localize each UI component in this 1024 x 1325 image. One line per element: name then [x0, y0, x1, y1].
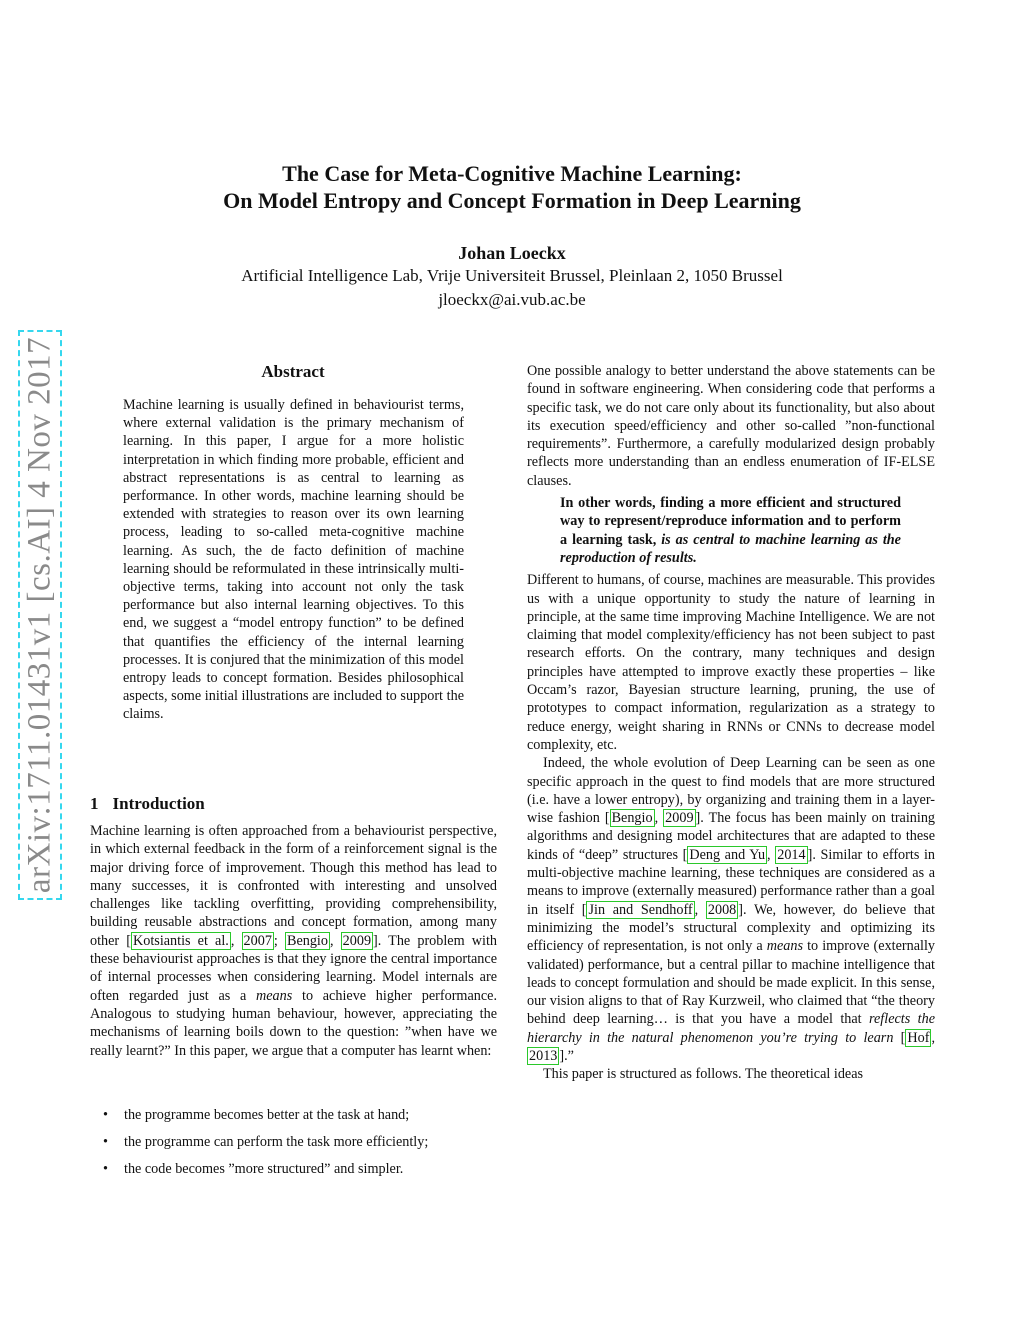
abstract-heading: Abstract — [261, 362, 325, 381]
citation-year[interactable]: 2013 — [529, 1047, 558, 1064]
right-column — [527, 362, 935, 1084]
citation-link[interactable] — [687, 846, 767, 864]
citation-author[interactable]: Deng and Yu — [689, 846, 766, 863]
text: [ — [893, 1029, 906, 1046]
title-line-2: On Model Entropy and Concept Formation in Deep Learning — [223, 188, 801, 213]
citation-author[interactable]: Bengio — [286, 932, 328, 949]
arxiv-id[interactable]: arXiv:1711.01431v1 [cs.AI] 4 Nov 2017 — [21, 336, 58, 894]
citation-link[interactable] — [586, 901, 694, 919]
citation-link[interactable] — [131, 932, 231, 950]
citation-year[interactable]: 2007 — [243, 932, 272, 949]
emphasis: means — [256, 987, 293, 1004]
list-item: • the programme becomes better at the task at hand; — [90, 1106, 497, 1133]
citation-author[interactable]: Hof — [907, 1029, 930, 1046]
text: to improve (externally validated) performance, but a central pillar to machine intelligence that leads to concept formulation and should be made explicit. In this sense, our vision aligns to that of Ray Kurzweil, who claimed that “the theory behind deep learning… is that you have a model that — [527, 938, 935, 1028]
intro-text-1: Machine learning is often approached from a behaviourist perspective, in which external feedback in the form of a reinforcement signal is the major driving force of improvement. Though this method has lead to many successes, it is confronted with interesting and unsolved challenges like tackling overfitting, providing comprehensibility, building reusable abstractions and concept formation, among many other [ — [90, 823, 497, 949]
citation-year[interactable]: 2009 — [342, 932, 372, 949]
list-item: • the programme can perform the task more efficiently; — [90, 1133, 497, 1160]
citation-author[interactable]: Bengio — [611, 810, 653, 827]
citation-author[interactable]: Jin and Sendhoff — [588, 901, 693, 918]
citation-link[interactable] — [706, 901, 738, 919]
arxiv-stamp[interactable] — [18, 330, 62, 900]
author-name: Johan Loeckx — [458, 243, 566, 263]
citation-link[interactable] — [775, 846, 807, 864]
quote-bold: In other words, finding a more efficient and structured way to represent/reproduce information and to perform a learning task, — [560, 495, 901, 548]
text: ]. The focus has been mainly on training algorithms and designing model architectures that are adapted to these kinds of “deep” structures [ — [527, 810, 936, 863]
emphasis: means — [766, 938, 804, 955]
text: ]. We, however, do believe that minimizing the model’s structural complexity and optimizing its efficiency of representation, is not only a — [527, 901, 935, 955]
citation-year[interactable]: 2014 — [777, 846, 806, 863]
abstract-text: Machine learning is usually defined in behaviourist terms, where external validation is the primary mechanism of learning. In this paper, I argue for a more holistic interpretation in which finding more probable, efficient and abstract representations is as central to learning as performance. In other words, machine learning should be extended with strategies to reason over its own learning process, leading to so-called meta-cognitive machine learning. As such, the de facto definition of machine learning should be reformulated in these intrinsically multi-objective terms, taking into account not only the task performance but also internal learning objectives. To this end, we suggest a “model entropy function” to be defined that quantifies the efficiency of the internal learning processes. It is conjured that the minimization of this model entropy leads to concept formation. Besides philosophical aspects, some initial illustrations are included to support the claims. — [123, 397, 464, 723]
paper-title — [0, 160, 1024, 214]
paragraph: Different to humans, of course, machines are measurable. This provides us with a unique opportunity to study the nature of learning in principle, at the same time improving Machine Intelligence. We are not claiming that model complexity/efficiency has not been subject to past research efforts. On the contrary, many techniques and design principles have attempted to improve exactly these properties – like Occam’s razor, Bayesian structure learning, pruning, the use of prototypes to compact information, regularization as a strategy to reduce energy, weight sharing in RNNs or CNNs to decrease model complexity, etc. — [527, 572, 935, 753]
citation-link[interactable] — [610, 809, 655, 827]
text: ].” — [559, 1047, 574, 1064]
citation-link[interactable] — [341, 932, 373, 950]
citation-link[interactable] — [285, 932, 330, 950]
citation-year[interactable]: 2008 — [707, 901, 737, 918]
author-email: jloeckx@ai.vub.ac.be — [438, 290, 586, 309]
paragraph: This paper is structured as follows. The theoretical ideas — [543, 1066, 864, 1083]
section-title: Introduction — [112, 794, 205, 813]
citation-link[interactable] — [242, 932, 274, 950]
intro-paragraph: Machine learning is often approached from a behaviourist perspective, in which external feedback in the form of a reinforcement signal is the major driving force of improvement. Though this method has lead to many successes, it is confronted with interesting and unsolved challenges like tackling overfitting, providing comprehensibility, building reusable abstractions and concept formation, among many other [ Kotsiantis et al. , 2007 ; Bengio , 2009 ]. The problem with these behaviourist approaches is that they ignore the central importance of internal processes when considering learning. Model internals are often regarded just as a means to achieve higher performance. Analogous to studying human behaviour, however, appreciating the mechanisms of learning boils down to the question: ”when have we really learnt?” In this paper, we argue that a computer has learnt when: — [90, 823, 498, 1059]
text: ]. Similar to efforts in multi-objective machine learning, these techniques are considered as a means to improve (externally measured) performance rather than a goal in itself [ — [527, 846, 936, 918]
citation-link[interactable] — [663, 809, 695, 827]
affiliation: Artificial Intelligence Lab, Vrije Universiteit Brussel, Pleinlaan 2, 1050 Brussel — [241, 266, 783, 285]
section-number: 1 — [90, 794, 99, 813]
bullet-list — [90, 1106, 497, 1187]
citation-author[interactable]: Kotsiantis et al. — [133, 932, 229, 949]
highlight-quote — [560, 494, 901, 567]
citation-year[interactable]: 2009 — [665, 810, 694, 827]
emphasis: reflects the hierarchy in the natural phenomenon you’re trying to learn — [527, 1011, 935, 1046]
text: Indeed, the whole evolution of Deep Learning can be seen as one specific approach in the quest to find models that are more structured (i.e. have a lower entropy), by organizing and training them in a layer-wise fashion [ — [527, 755, 935, 827]
paragraph: One possible analogy to better understand the above statements can be found in software engineering. When considering code that performs a specific task, we do not care only about its functionality, but also about its execution speed/efficiency and other so-called ”non-functional requirements”. Furthermore, a carefully modularized design probably reflects more understanding than an endless enumeration of IF-ELSE clauses. — [527, 363, 935, 489]
intro-text-3: to achieve higher performance. Analogous to studying human behaviour, however, appreciating the mechanisms of learning boils down to the question: ”when have we really learnt?” In this paper, we argue that a computer has learnt when: — [90, 987, 498, 1059]
quote-italic: is as central to machine learning as the reproduction of results. — [560, 531, 901, 566]
intro-text-2: ]. The problem with these behaviourist approaches is that they ignore the central importance of internal processes when considering learning. Model internals are often regarded just as a — [90, 932, 497, 1004]
citation-link[interactable] — [905, 1029, 931, 1047]
paragraph: Indeed, the whole evolution of Deep Learning can be seen as one specific approach in the quest to find models that are more structured (i.e. have a lower entropy), by organizing and training them in a layer-wise fashion [ Bengio , 2009 ]. The focus has been mainly on training algorithms and designing model architectures that are adapted to these kinds of “deep” structures [ Deng and Yu , 2014 ]. Similar to efforts in multi-objective machine learning, these techniques are considered as a means to improve (externally measured) performance rather than a goal in itself [ Jin and Sendhoff , 2008 ]. We, however, do believe that minimizing the model’s structural complexity and optimizing its efficiency of representation, is not only a means to improve (externally validated) performance, but a central pillar to machine intelligence that leads to concept formulation and should be made explicit. In this sense, our vision aligns to that of Ray Kurzweil, who claimed that “the theory behind deep learning… is that you have a model that reflects the hierarchy in the natural phenomenon you’re trying to learn [ Hof , 2013 ].” — [527, 755, 936, 1064]
list-item: • the code becomes ”more structured” and simpler. — [90, 1160, 497, 1187]
section-heading — [90, 794, 205, 814]
title-line-1: The Case for Meta-Cognitive Machine Learning: — [282, 161, 742, 186]
citation-link[interactable] — [527, 1047, 559, 1065]
